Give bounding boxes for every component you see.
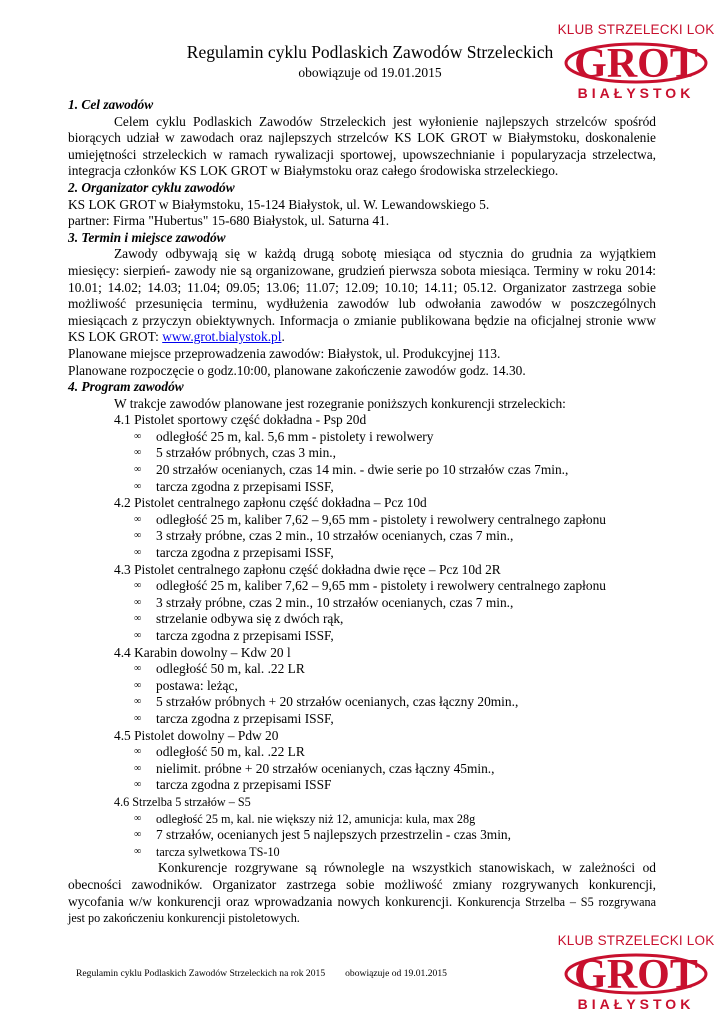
competition-4-1-list: [68, 429, 656, 495]
section-4-heading: 4. Program zawodów: [68, 379, 184, 395]
organizer-line: KS LOK GROT w Białymstoku, 15-124 Białystok, ul. W. Lewandowskiego 5.: [68, 196, 490, 212]
page-footer: [76, 968, 447, 979]
document-body: [68, 97, 656, 927]
list-item: ∞ 3 strzały próbne, czas 2 min., 10 strzałów ocenianych, czas 7 min.,: [134, 528, 656, 545]
list-item: ∞ tarcza zgodna z przepisami ISSF: [134, 777, 656, 794]
list-item: ∞ odległość 25 m, kaliber 7,62 – 9,65 mm - pistolety i rewolwery centralnego zapłonu: [134, 512, 656, 529]
logo-city: BIAŁYSTOK: [577, 996, 695, 1012]
competition-4-5-title: 4.5 Pistolet dowolny – Pdw 20: [114, 727, 279, 743]
footer-right: obowiązuje od 19.01.2015: [345, 968, 447, 979]
section-4-intro: W trakcje zawodów planowane jest rozegranie poniższych konkurencji strzeleckich:: [114, 395, 566, 411]
list-item: ∞ tarcza zgodna z przepisami ISSF,: [134, 711, 656, 728]
list-item: ∞ odległość 50 m, kal. .22 LR: [134, 744, 656, 761]
competition-4-4-list: [68, 661, 656, 727]
list-item: ∞ tarcza zgodna z przepisami ISSF,: [134, 628, 656, 645]
list-item: ∞ 20 strzałów ocenianych, czas 14 min. - dwie serie po 10 strzałów czas 7min.,: [134, 462, 656, 479]
list-item: ∞ odległość 25 m, kaliber 7,62 – 9,65 mm - pistolety i rewolwery centralnego zapłonu: [134, 578, 656, 595]
competition-4-3-title: 4.3 Pistolet centralnego zapłonu część dokładna dwie ręce – Pcz 10d 2R: [114, 561, 501, 577]
competition-4-5-list: [68, 744, 656, 794]
section-2-heading: 2. Organizator cyklu zawodów: [68, 179, 235, 195]
list-item: ∞ odległość 25 m, kal. 5,6 mm - pistolety i rewolwery: [134, 429, 656, 446]
competition-4-4-title: 4.4 Karabin dowolny – Kdw 20 l: [114, 644, 291, 660]
competition-4-2-list: [68, 512, 656, 562]
section-1-text: Celem cyklu Podlaskich Zawodów Strzeleckich jest wyłonienie najlepszych strzelców spośród biorących udział w zawodach oraz najlepszych strzelców KS LOK GROT w Białymstoku, doskonalenie umiejętności strzeleckich w ramach rywalizacji sportowej, upowszechnianie i popularyzacja strzelectwa, integracja członków KS LOK GROT w Białymstoku oraz całego środowiska strzeleckiego.: [68, 113, 656, 179]
planned-place: Planowane miejsce przeprowadzenia zawodów: Białystok, ul. Produkcyjnej 113.: [68, 345, 501, 361]
website-link[interactable]: www.grot.bialystok.pl: [162, 329, 282, 345]
logo-club-name: KLUB STRZELECKI LOK: [557, 22, 715, 37]
logo-city: BIAŁYSTOK: [577, 85, 695, 101]
list-item: ∞ odległość 25 m, kal. nie większy niż 12, amunicja: kula, max 28g: [134, 811, 656, 828]
competition-4-6-title: 4.6 Strzelba 5 strzałów – S5: [114, 794, 251, 809]
logo-brand-text: GROT: [574, 41, 698, 87]
section-3-text-end: .: [281, 329, 285, 345]
competition-4-6-list: [68, 811, 656, 861]
list-item: ∞ tarcza sylwetkowa TS-10: [134, 844, 656, 861]
logo-brand-graphic: [561, 948, 711, 998]
list-item: ∞ 7 strzałów, ocenianych jest 5 najlepszych przestrzelin - czas 3min,: [134, 827, 656, 844]
list-item: ∞ tarcza zgodna z przepisami ISSF,: [134, 545, 656, 562]
list-item: ∞ strzelanie odbywa się z dwóch rąk,: [134, 611, 656, 628]
page-subtitle: obowiązuje od 19.01.2015: [298, 65, 442, 80]
section-3-text-main: Zawody odbywają się w każdą drugą sobotę miesiąca od stycznia do grudnia za wyjątkiem miesięcy: sierpień- zawody nie są organizowane, grudzień pierwsza sobota miesiąca. Terminy w roku 2014: 10.01; 14.02; 14.03; 11.04; 09.05; 13.06; 11.07; 12.09; 10.10; 14.11; 05.12. Organizator zastrzega sobie możliwość przesunięcia terminu, wydłużenia zawodów lub odwołania zawodów w poszczególnych miesiącach z przyczyn obiektywnych. Informacja o zmianie publikowana będzie na oficjalnej stronie www KS LOK GROT:: [68, 246, 656, 345]
footer-left: Regulamin cyklu Podlaskich Zawodów Strzeleckich na rok 2015: [76, 968, 326, 979]
competition-4-1-title: 4.1 Pistolet sportowy część dokładna - Psp 20d: [114, 412, 367, 428]
competition-4-3-list: [68, 578, 656, 644]
planned-time: Planowane rozpoczęcie o godz.10:00, planowane zakończenie zawodów godz. 14.30.: [68, 362, 526, 378]
list-item: ∞ nielimit. próbne + 20 strzałów ocenianych, czas łączny 45min.,: [134, 761, 656, 778]
list-item: ∞ 3 strzały próbne, czas 2 min., 10 strzałów ocenianych, czas 7 min.,: [134, 595, 656, 612]
list-item: ∞ odległość 50 m, kal. .22 LR: [134, 661, 656, 678]
closing-text: Konkurencje rozgrywane są równolegle na wszystkich stanowiskach, w zależności od obecności zawodników. Organizator zastrzega sobie możliwość zmiany rozgrywanych konkurencji, wycofania w/w konkurencji oraz wprowadzania nowych konkurencji.: [68, 860, 656, 909]
section-3-heading: 3. Termin i miejsce zawodów: [68, 229, 226, 245]
list-item: ∞ tarcza zgodna z przepisami ISSF,: [134, 479, 656, 496]
page-title: Regulamin cyklu Podlaskich Zawodów Strzeleckich: [186, 42, 554, 62]
section-3-text: [68, 246, 656, 346]
club-logo-bottom: [556, 933, 716, 1012]
logo-club-name: KLUB STRZELECKI LOK: [557, 933, 715, 948]
section-1-heading: 1. Cel zawodów: [68, 97, 154, 112]
closing-text-small: Konkurencja Strzelba – S5 rozgrywana jest po zakończeniu konkurencji pistoletowych.: [68, 894, 656, 926]
logo-brand-text: GROT: [574, 952, 698, 998]
list-item: ∞ 5 strzałów próbnych, czas 3 min.,: [134, 445, 656, 462]
partner-line: partner: Firma "Hubertus" 15-680 Białystok, ul. Saturna 41.: [68, 213, 390, 229]
list-item: ∞ postawa: leżąc,: [134, 678, 656, 695]
competition-4-2-title: 4.2 Pistolet centralnego zapłonu część dokładna – Pcz 10d: [114, 495, 427, 511]
closing-paragraph: [68, 860, 656, 926]
list-item: ∞ 5 strzałów próbnych + 20 strzałów ocenianych, czas łączny 20min.,: [134, 694, 656, 711]
